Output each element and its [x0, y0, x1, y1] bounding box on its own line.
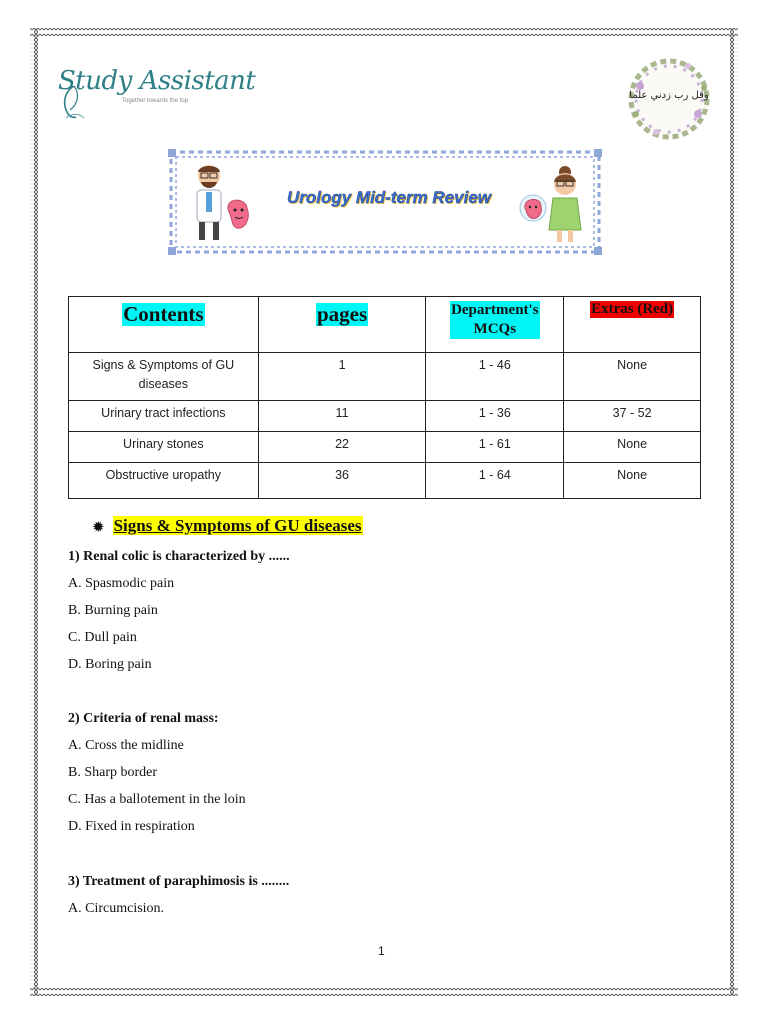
table-header-row — [69, 297, 701, 353]
study-assistant-logo — [58, 66, 256, 122]
banner-title: Urology Mid-term Review — [286, 188, 492, 207]
question-1-option-a: A. Spasmodic pain — [68, 576, 175, 591]
logo-title: Study Assistant — [58, 66, 256, 96]
header-department-mcqs: Department's MCQs — [426, 297, 564, 353]
question-2: 2) Criteria of renal mass: — [68, 711, 219, 726]
pages-cell: 11 — [258, 401, 426, 432]
mcqs-cell: 1 - 64 — [426, 463, 564, 499]
extras-cell: None — [564, 463, 701, 499]
floral-wreath — [626, 56, 712, 142]
pages-cell: 36 — [258, 463, 426, 499]
header-extras: Extras (Red) — [564, 297, 701, 353]
section-heading — [92, 516, 363, 537]
section-title: Signs & Symptoms of GU diseases — [113, 516, 362, 535]
question-3: 3) Treatment of paraphimosis is ........ — [68, 874, 290, 889]
nurse-kidney-illustration-icon — [519, 164, 589, 246]
page-number: 1 — [378, 944, 385, 958]
wreath-verse: وقل رب زدني علما — [629, 90, 709, 101]
topic-cell: Urinary tract infections — [69, 401, 259, 432]
sun-bullet-icon: ✹ — [92, 519, 105, 536]
question-2-option-d: D. Fixed in respiration — [68, 819, 195, 834]
mcqs-cell: 1 - 61 — [426, 432, 564, 463]
table-row — [69, 432, 701, 463]
pages-cell: 22 — [258, 432, 426, 463]
table-row — [69, 463, 701, 499]
topic-cell: Obstructive uropathy — [69, 463, 259, 499]
question-2-option-b: B. Sharp border — [68, 765, 158, 780]
extras-cell: None — [564, 432, 701, 463]
question-1-option-d: D. Boring pain — [68, 657, 152, 672]
header-pages: pages — [258, 297, 426, 353]
question-1-option-c: C. Dull pain — [68, 630, 137, 645]
topic-cell: Signs & Symptoms of GU diseases — [69, 353, 259, 401]
topic-cell: Urinary stones — [69, 432, 259, 463]
table-row — [69, 353, 701, 401]
table-row — [69, 401, 701, 432]
extras-cell: 37 - 52 — [564, 401, 701, 432]
extras-cell: None — [564, 353, 701, 401]
question-2-option-a: A. Cross the midline — [68, 738, 184, 753]
question-1-option-b: B. Burning pain — [68, 603, 158, 618]
header-contents: Contents — [69, 297, 259, 353]
question-3-option-a: A. Circumcision. — [68, 901, 165, 916]
logo-tagline: Together towards the top — [122, 98, 189, 104]
question-2-option-c: C. Has a ballotement in the loin — [68, 792, 246, 807]
question-1: 1) Renal colic is characterized by ...... — [68, 549, 290, 564]
mcqs-cell: 1 - 36 — [426, 401, 564, 432]
title-banner — [167, 148, 603, 256]
contents-table — [68, 296, 701, 499]
pages-cell: 1 — [258, 353, 426, 401]
mcqs-cell: 1 - 46 — [426, 353, 564, 401]
